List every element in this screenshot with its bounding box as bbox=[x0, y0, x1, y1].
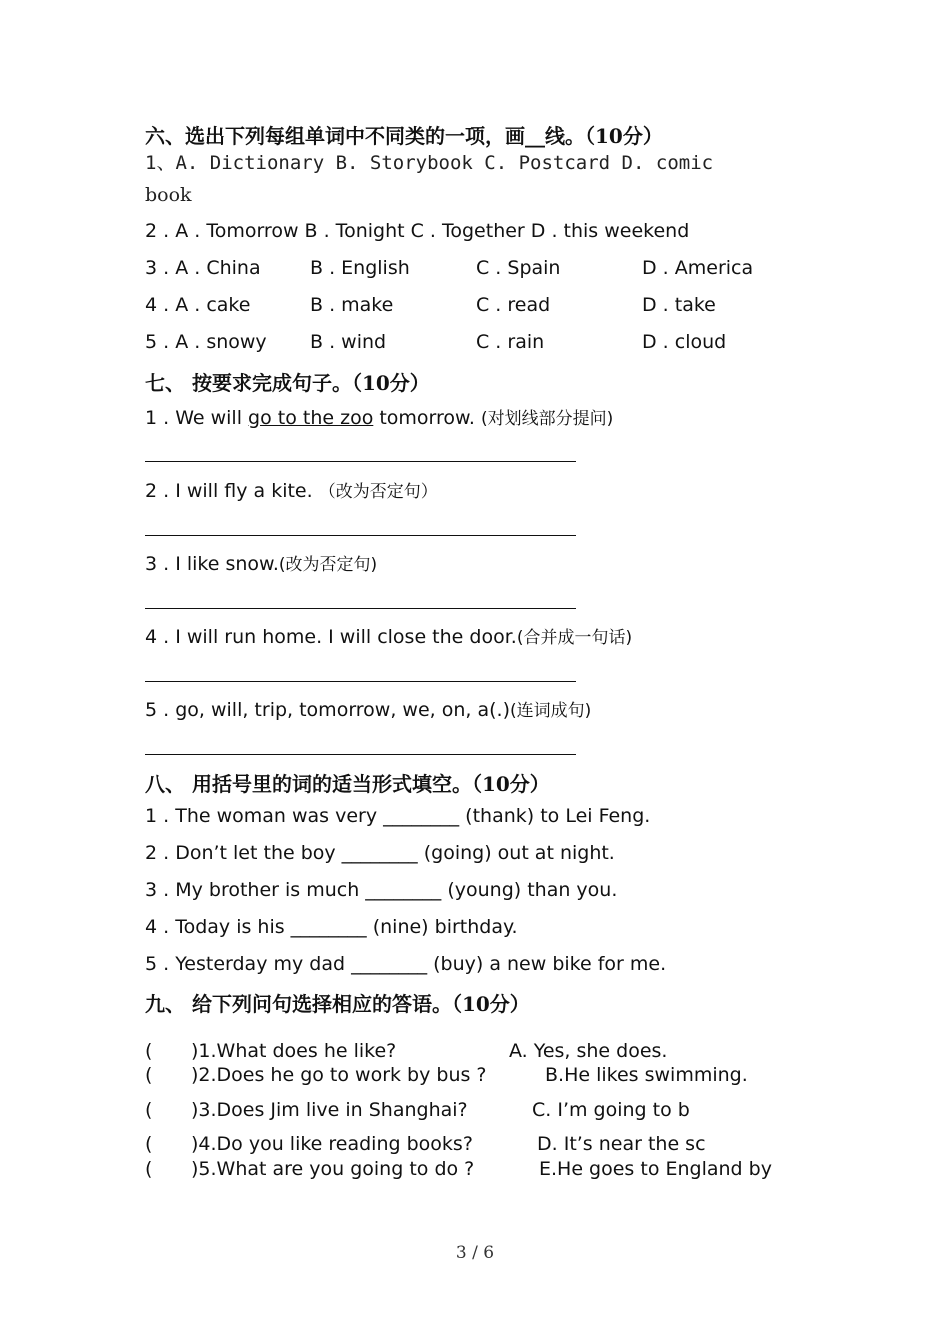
sec6-q4-option-a: 4 . A . cake bbox=[145, 294, 251, 316]
answer-bracket-2[interactable]: ( bbox=[145, 1064, 153, 1086]
sec8-item-2: 2 . Don’t let the boy ________ (going) out at night. bbox=[145, 842, 615, 864]
answer-line-4[interactable] bbox=[145, 681, 576, 682]
sec9-q2 bbox=[145, 1064, 487, 1086]
sec6-q4-option-b: B . make bbox=[310, 294, 394, 316]
sec9-q3-text: )3.Does Jim live in Shanghai? bbox=[191, 1099, 468, 1121]
sec6-question-2: 2 . A . Tomorrow B . Tonight C . Together D . this weekend bbox=[145, 220, 690, 242]
sec6-q3-option-b: B . English bbox=[310, 257, 410, 279]
answer-line-1[interactable] bbox=[145, 461, 576, 462]
sec9-q1 bbox=[145, 1040, 396, 1062]
sec6-q3-option-a: 3 . A . China bbox=[145, 257, 261, 279]
sec8-item-5: 5 . Yesterday my dad ________ (buy) a new bike for me. bbox=[145, 953, 667, 975]
sec9-q4-text: )4.Do you like reading books? bbox=[191, 1133, 473, 1155]
sec9-answer-e: E.He goes to England by bbox=[539, 1158, 772, 1180]
answer-line-3[interactable] bbox=[145, 608, 576, 609]
sec9-q3 bbox=[145, 1099, 468, 1121]
section-8-title: 八、 用括号里的词的适当形式填空。（10分） bbox=[145, 772, 550, 796]
sec7-question-2 bbox=[145, 477, 438, 502]
sec7-q4-sentence: 4 . I will run home. I will close the door. bbox=[145, 626, 517, 648]
answer-line-5[interactable] bbox=[145, 754, 576, 755]
sec6-q4-option-d: D . take bbox=[642, 294, 716, 316]
sec8-item-3: 3 . My brother is much ________ (young) than you. bbox=[145, 879, 618, 901]
sec7-q4-instruction: (合并成一句话) bbox=[516, 628, 633, 648]
sec7-q1-instruction: (对划线部分提问) bbox=[480, 409, 614, 429]
sec6-q4-option-c: C . read bbox=[476, 294, 551, 316]
page-number: 3 / 6 bbox=[455, 1243, 495, 1263]
sec7-q1-suffix: tomorrow. bbox=[373, 407, 481, 429]
sec9-answer-d: D. It’s near the sc bbox=[537, 1133, 706, 1155]
sec9-q5 bbox=[145, 1158, 474, 1180]
sec7-q1-prefix: 1 . We will bbox=[145, 407, 249, 429]
sec9-answer-b: B.He likes swimming. bbox=[545, 1064, 748, 1086]
sec7-q5-words: 5 . go, will, trip, tomorrow, we, on, a(.) bbox=[145, 699, 510, 721]
sec6-question-1: 1、A. Dictionary B. Storybook C. Postcard D. comic bbox=[145, 152, 714, 174]
answer-bracket-4[interactable]: ( bbox=[145, 1133, 153, 1155]
sec7-q2-instruction: （改为否定句） bbox=[318, 482, 438, 502]
sec7-q5-instruction: (连词成句) bbox=[510, 701, 592, 721]
answer-bracket-5[interactable]: ( bbox=[145, 1158, 153, 1180]
sec6-q3-option-c: C . Spain bbox=[476, 257, 561, 279]
sec6-question-1-continued: book bbox=[145, 184, 192, 206]
sec7-question-5 bbox=[145, 696, 591, 721]
sec6-q3-option-d: D . America bbox=[642, 257, 754, 279]
sec8-item-1: 1 . The woman was very ________ (thank) to Lei Feng. bbox=[145, 805, 651, 827]
section-7-title: 七、 按要求完成句子。（10分） bbox=[145, 371, 430, 395]
sec7-question-1 bbox=[145, 404, 613, 429]
sec9-q2-text: )2.Does he go to work by bus ? bbox=[191, 1064, 487, 1086]
sec7-q1-underlined-phrase: go to the zoo bbox=[248, 407, 374, 429]
sec7-q3-sentence: 3 . I like snow. bbox=[145, 553, 279, 575]
sec6-q5-option-c: C . rain bbox=[476, 331, 545, 353]
sec7-q3-instruction: (改为否定句) bbox=[278, 555, 378, 575]
section-6-title: 六、选出下列每组单词中不同类的一项，画__线。（10分） bbox=[145, 124, 663, 148]
answer-bracket-1[interactable]: ( bbox=[145, 1040, 153, 1062]
sec9-q1-text: )1.What does he like? bbox=[191, 1040, 397, 1062]
sec8-item-4: 4 . Today is his ________ (nine) birthday. bbox=[145, 916, 518, 938]
sec7-q2-sentence: 2 . I will fly a kite. bbox=[145, 480, 319, 502]
sec7-question-3 bbox=[145, 550, 377, 575]
sec9-answer-c: C. I’m going to b bbox=[532, 1099, 690, 1121]
sec9-q5-text: )5.What are you going to do ? bbox=[191, 1158, 475, 1180]
sec6-q5-option-a: 5 . A . snowy bbox=[145, 331, 267, 353]
answer-line-2[interactable] bbox=[145, 535, 576, 536]
answer-bracket-3[interactable]: ( bbox=[145, 1099, 153, 1121]
section-9-title: 九、 给下列问句选择相应的答语。（10分） bbox=[145, 992, 530, 1016]
sec7-question-4 bbox=[145, 623, 632, 648]
sec9-answer-a: A. Yes, she does. bbox=[509, 1040, 668, 1062]
sec9-q4 bbox=[145, 1133, 473, 1155]
sec6-q5-option-d: D . cloud bbox=[642, 331, 727, 353]
sec6-q5-option-b: B . wind bbox=[310, 331, 387, 353]
